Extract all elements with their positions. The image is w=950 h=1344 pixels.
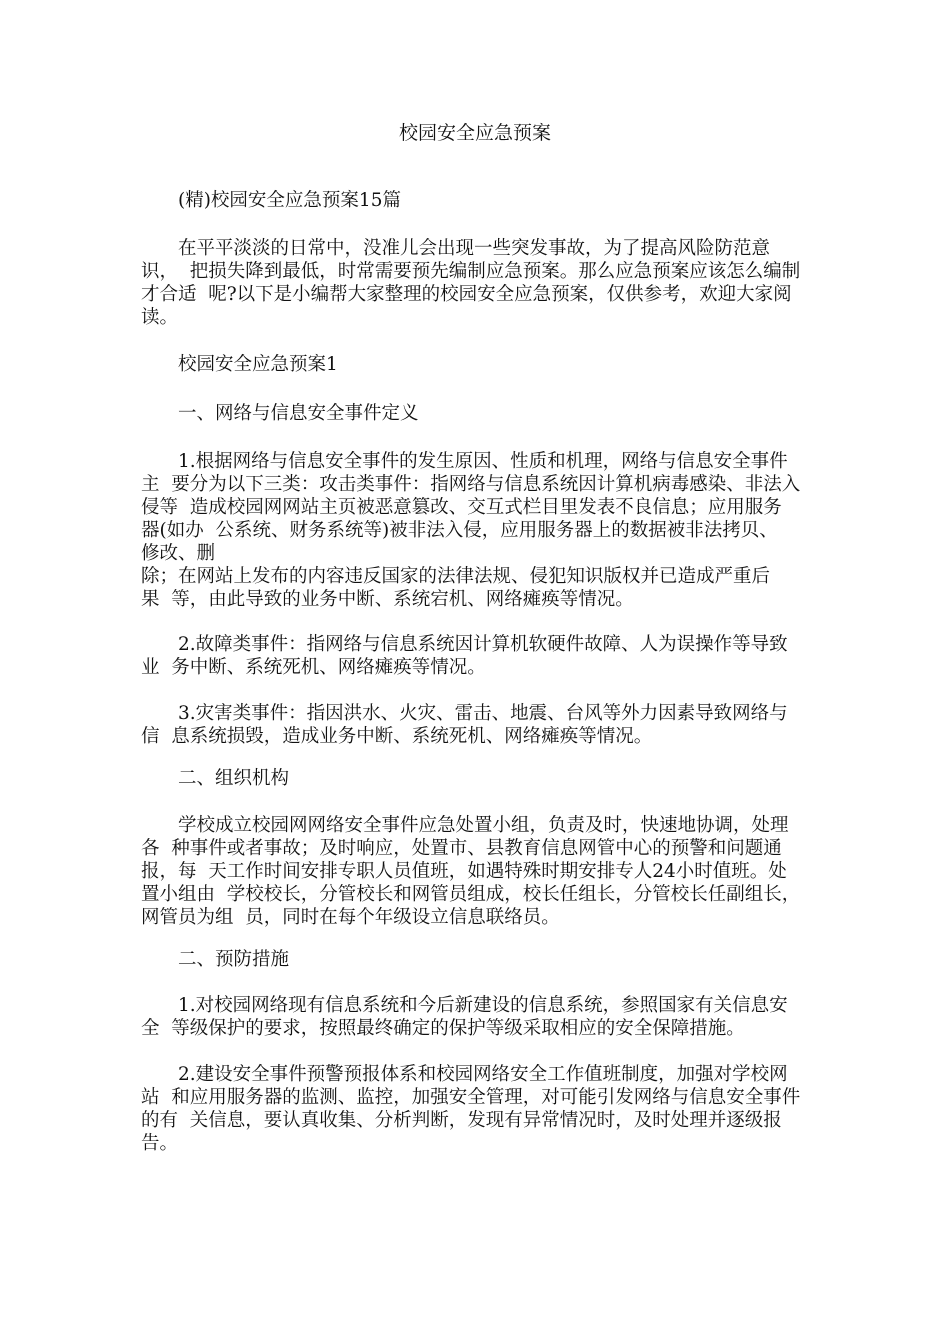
item-line: 业 务中断、系统死机、网络瘫痪等情况。 — [141, 657, 486, 678]
item-line: 侵等 造成校园网网站主页被恶意篡改、交互式栏目里发表不良信息；应用服务 — [141, 497, 782, 518]
part-heading — [141, 948, 809, 971]
part-heading — [141, 402, 809, 425]
org-line: 报，每 天工作时间安排专职人员值班，如遇特殊时期安排专人24小时值班。处 — [141, 861, 787, 882]
intro-line: 识， 把损失降到最低，时常需要预先编制应急预案。那么应急预案应该怎么编制 — [141, 261, 801, 282]
prevention-line: 告。 — [141, 1133, 179, 1154]
org-line: 置小组由 学校校长，分管校长和网管员组成，校长任组长，分管校长任副组长， — [141, 884, 801, 905]
org-line: 网管员为组 员，同时在每个年级设立信息联络员。 — [141, 907, 560, 928]
prevention-paragraph — [141, 994, 809, 1040]
prevention-line: 1.对校园网络现有信息系统和今后新建设的信息系统，参照国家有关信息安 — [178, 995, 788, 1016]
section-heading — [141, 353, 809, 376]
document-title: 校园安全应急预案 — [398, 122, 551, 144]
part-heading-text: 二、组织机构 — [178, 768, 290, 789]
org-line: 各 种事件或者事故；及时响应，处置市、县教育信息网管中心的预警和问题通 — [141, 838, 782, 859]
section-heading-text: 校园安全应急预案1 — [178, 354, 338, 375]
item-line: 主 要分为以下三类：攻击类事件：指网络与信息系统因计算机病毒感染、非法入 — [141, 474, 801, 495]
item-paragraph — [141, 633, 809, 679]
item-line: 2.故障类事件：指网络与信息系统因计算机软硬件故障、人为误操作等导致 — [178, 634, 788, 655]
prevention-line: 2.建设安全事件预警预报体系和校园网络安全工作值班制度，加强对学校网 — [178, 1064, 788, 1085]
part-heading-text: 二、预防措施 — [178, 949, 290, 970]
item-line: 除；在网站上发布的内容违反国家的法律法规、侵犯知识版权并已造成严重后 — [141, 566, 771, 587]
prevention-line: 站 和应用服务器的监测、监控，加强安全管理，对可能引发网络与信息安全事件 — [141, 1087, 801, 1108]
document-subtitle — [141, 189, 809, 212]
intro-line: 才合适 呢?以下是小编帮大家整理的校园安全应急预案，仅供参考，欢迎大家阅 — [141, 284, 792, 305]
item-paragraph — [141, 702, 809, 748]
item-line: 器(如办 公系统、财务系统等)被非法入侵，应用服务器上的数据被非法拷贝、 — [141, 520, 778, 541]
item-line: 修改、删 — [141, 543, 216, 564]
item-line: 3.灾害类事件：指因洪水、火灾、雷击、地震、台风等外力因素导致网络与 — [178, 703, 788, 724]
part-heading-text: 一、网络与信息安全事件定义 — [178, 403, 419, 424]
intro-line: 读。 — [141, 307, 179, 328]
prevention-line: 的有 关信息，要认真收集、分析判断，发现有异常情况时，及时处理并逐级报 — [141, 1110, 782, 1131]
intro-line: 在平平淡淡的日常中，没准儿会出现一些突发事故，为了提高风险防范意 — [178, 238, 771, 259]
item-line: 信 息系统损毁，造成业务中断、系统死机、网络瘫痪等情况。 — [141, 726, 653, 747]
item-paragraph — [141, 450, 809, 611]
prevention-paragraph — [141, 1063, 809, 1155]
org-line: 学校成立校园网网络安全事件应急处置小组，负责及时，快速地协调，处理 — [178, 815, 789, 836]
org-paragraph — [141, 814, 809, 929]
prevention-line: 全 等级保护的要求，按照最终确定的保护等级采取相应的安全保障措施。 — [141, 1018, 745, 1039]
intro-paragraph — [141, 237, 809, 329]
subtitle-text: (精)校园安全应急预案15篇 — [178, 190, 401, 211]
part-heading — [141, 767, 809, 790]
item-line: 1.根据网络与信息安全事件的发生原因、性质和机理，网络与信息安全事件 — [178, 451, 788, 472]
item-line: 果 等，由此导致的业务中断、系统宕机、网络瘫痪等情况。 — [141, 589, 634, 610]
